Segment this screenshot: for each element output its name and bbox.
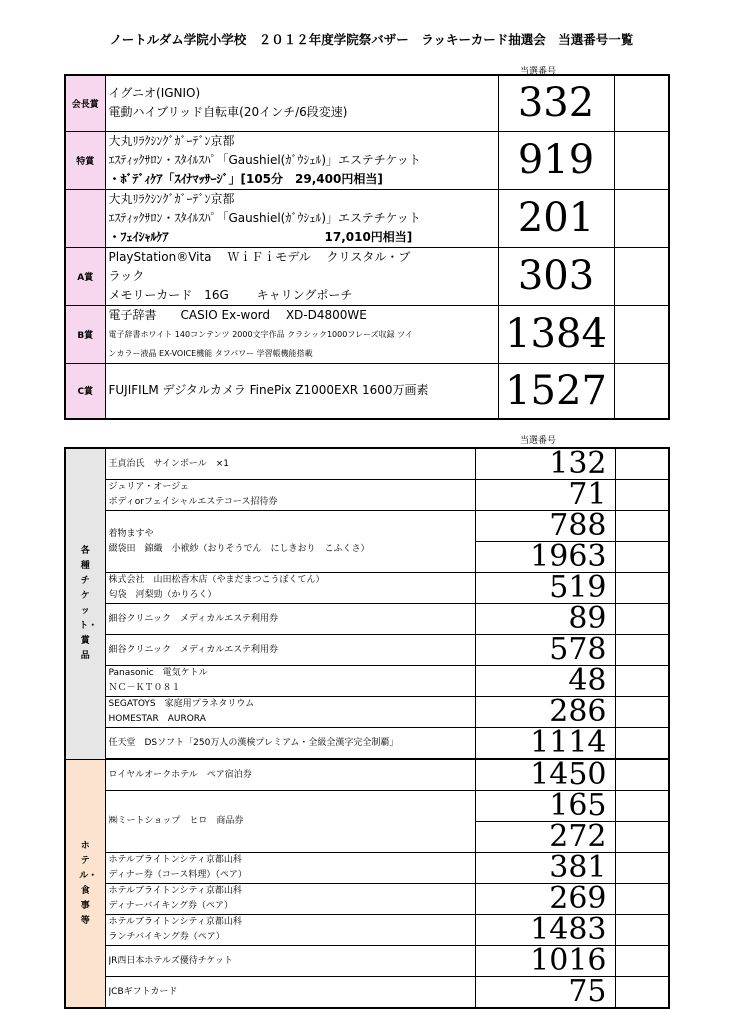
blank-cell (615, 915, 669, 946)
blank-cell (615, 604, 669, 635)
prize-description: JR西日本ホテルズ優待チケット (105, 946, 475, 977)
prize-description: ロイヤルオークホテル ペア宿泊券 (105, 760, 475, 791)
blank-cell (615, 480, 669, 511)
blank-cell (614, 131, 669, 189)
prize-row (65, 511, 669, 542)
prize-description: PlayStation®Vita ＷｉＦｉモデル クリスタル・ブ ラック メモリーカード 16G キャリングポーチ (105, 247, 498, 305)
blank-cell (614, 247, 669, 305)
prize-row (65, 791, 669, 822)
winning-number: 71 (475, 480, 615, 511)
prize-row (65, 946, 669, 977)
prize-row (65, 884, 669, 915)
prize-row (65, 977, 669, 1009)
prize-row (65, 480, 669, 511)
winning-number: 1450 (475, 760, 615, 791)
winning-number: 1016 (475, 946, 615, 977)
blank-cell (615, 448, 669, 480)
prize-description: 大丸ﾘﾗｸｼﾝｸﾞｶﾞｰﾃﾞﾝ京都 ｴｽﾃｨｯｸｻﾛﾝ・ｽﾀｲﾙｽﾊﾟ「Gaushiel(ｶﾞｳｼｪﾙ)」エステチケット ・ﾎﾞﾃﾞｨｹｱ「ｽｲﾅﾏｯｻｰｼﾞ」[105分 29,400円相当] (105, 131, 498, 189)
prize-row (65, 573, 669, 604)
number-column-header-2: 当選番号 (520, 436, 557, 446)
blank-cell (615, 822, 669, 853)
winning-number: 272 (475, 822, 615, 853)
blank-cell (614, 75, 669, 131)
prize-description: SEGATOYS 家庭用プラネタリウム HOMESTAR AURORA (105, 697, 475, 728)
prize-description: ㈱ミートショップ ヒロ 商品券 (105, 791, 475, 853)
prize-row (65, 305, 669, 363)
winning-number: 165 (475, 791, 615, 822)
winning-number: 1114 (475, 728, 615, 759)
prize-description: 大丸ﾘﾗｸｼﾝｸﾞｶﾞｰﾃﾞﾝ京都 ｴｽﾃｨｯｸｻﾛﾝ・ｽﾀｲﾙｽﾊﾟ「Gaushiel(ｶﾞｳｼｪﾙ)」エステチケット ・ﾌｪｲｼｬﾙｹｱ 17,010円相当] (105, 189, 498, 247)
blank-cell (615, 542, 669, 573)
prize-row (65, 853, 669, 884)
prize-row (65, 915, 669, 946)
winning-number: 332 (498, 75, 614, 131)
winning-number: 578 (475, 635, 615, 666)
prize-row (65, 666, 669, 697)
blank-cell (615, 728, 669, 759)
other-prizes-table (64, 447, 670, 1009)
winning-number: 381 (475, 853, 615, 884)
prize-category: 会長賞 (65, 75, 105, 131)
prize-description: 着物ますや 綴袋田 錦織 小袱紗（おりそうでん にしきおり こふくさ） (105, 511, 475, 573)
blank-cell (615, 791, 669, 822)
prize-category: A賞 (65, 247, 105, 305)
prize-description: 株式会社 山田松香木店（やまだまつこうぼくてん） 匂袋 河梨勁（かりろく） (105, 573, 475, 604)
blank-cell (615, 635, 669, 666)
prize-description: Panasonic 電気ケトル ＮＣ－ＫＴ０８１ (105, 666, 475, 697)
blank-cell (614, 305, 669, 363)
top-prizes-table (64, 74, 670, 420)
prize-description: FUJIFILM デジタルカメラ FinePix Z1000EXR 1600万画素 (105, 363, 498, 419)
blank-cell (615, 697, 669, 728)
prize-category: 特賞 (65, 131, 105, 189)
prize-category (65, 189, 105, 247)
winning-number: 788 (475, 511, 615, 542)
winning-number: 48 (475, 666, 615, 697)
prize-category: B賞 (65, 305, 105, 363)
winning-number: 519 (475, 573, 615, 604)
prize-row (65, 760, 669, 791)
prize-description: ジュリア・オージェ ボディorフェイシャルエステコース招待券 (105, 480, 475, 511)
prize-description: JCBギフトカード (105, 977, 475, 1009)
winning-number: 132 (475, 448, 615, 480)
winning-number: 1963 (475, 542, 615, 573)
prize-row (65, 448, 669, 480)
prize-row (65, 363, 669, 419)
prize-category: C賞 (65, 363, 105, 419)
winning-number: 1483 (475, 915, 615, 946)
prize-description: 電子辞書 CASIO Ex-word XD-D4800WE 電子辞書ホワイト 140コンテンツ 2000文字作品 クラシック1000フレーズ収録 ツイ ンカラー液晶 EX-VOICE機能 タフパワー 学習帳機能搭載 (105, 305, 498, 363)
prize-description: 細谷クリニック メディカルエステ利用券 (105, 635, 475, 666)
prize-row (65, 728, 669, 759)
winning-number: 89 (475, 604, 615, 635)
prize-row (65, 131, 669, 189)
blank-cell (615, 573, 669, 604)
page-title: ノートルダム学院小学校 ２０１２年度学院祭バザー ラッキーカード抽選会 当選番号一覧 (109, 32, 634, 47)
prize-row (65, 604, 669, 635)
blank-cell (615, 760, 669, 791)
prize-description: 任天堂 DSソフト「250万人の漢検プレミアム・全級全漢字完全制覇」 (105, 728, 475, 759)
prize-description: ホテルブライトンシティ京都山科 ディナーバイキング券（ペア） (105, 884, 475, 915)
blank-cell (615, 884, 669, 915)
winning-number: 286 (475, 697, 615, 728)
winning-number: 303 (498, 247, 614, 305)
winning-number: 201 (498, 189, 614, 247)
blank-cell (615, 666, 669, 697)
winning-number: 1527 (498, 363, 614, 419)
winning-number: 75 (475, 977, 615, 1009)
prize-row (65, 697, 669, 728)
prize-row (65, 247, 669, 305)
winning-number: 919 (498, 131, 614, 189)
prize-description: ホテルブライトンシティ京都山科 ディナー券（コース料理）（ペア） (105, 853, 475, 884)
blank-cell (615, 511, 669, 542)
group-category: 各種チケット・賞品 (65, 448, 105, 760)
blank-cell (614, 363, 669, 419)
group-category: ホテル・食事等 (65, 760, 105, 1009)
prize-description: 細谷クリニック メディカルエステ利用券 (105, 604, 475, 635)
blank-cell (615, 946, 669, 977)
prize-description: イグニオ(IGNIO) 電動ハイブリッド自転車(20インチ/6段変速) (105, 75, 498, 131)
winning-number: 1384 (498, 305, 614, 363)
prize-row (65, 75, 669, 131)
prize-description: ホテルブライトンシティ京都山科 ランチバイキング券（ペア） (105, 915, 475, 946)
blank-cell (614, 189, 669, 247)
blank-cell (615, 977, 669, 1009)
prize-row (65, 635, 669, 666)
winning-number: 269 (475, 884, 615, 915)
number-column-header: 当選番号 (520, 67, 557, 77)
prize-row (65, 189, 669, 247)
prize-description: 王貞治氏 サインボール ×1 (105, 448, 475, 480)
blank-cell (615, 853, 669, 884)
